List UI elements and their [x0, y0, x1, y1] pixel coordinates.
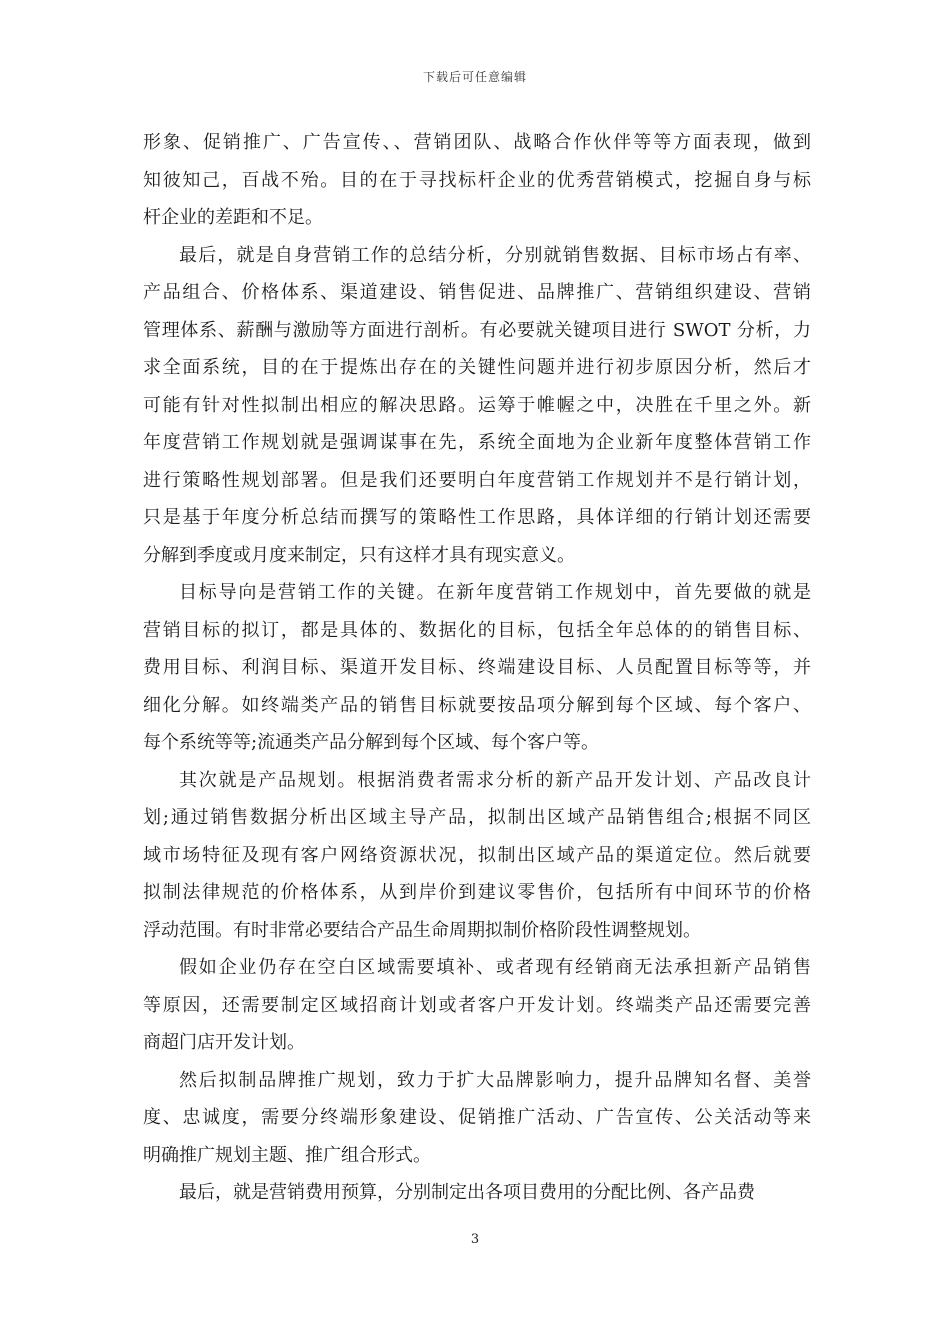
text-line: 产品组合、价格体系、渠道建设、销售促进、品牌推广、营销组织建设、营销	[143, 282, 811, 303]
text-line: 拟制法律规范的价格体系，从到岸价到建议零售价，包括所有中间环节的价格	[143, 882, 811, 903]
text-line: 然后拟制品牌推广规划，致力于扩大品牌影响力，提升品牌知名督、美誉	[179, 1069, 811, 1091]
text-line: 域市场特征及现有客户网络资源状况，拟制出区域产品的渠道定位。然后就要	[143, 844, 811, 866]
text-line: 假如企业仍存在空白区域需要填补、或者现有经销商无法承担新产品销售	[179, 957, 811, 978]
text-line: 细化分解。如终端类产品的销售目标就要按品项分解到每个区域、每个客户、	[143, 694, 811, 716]
text-line: 只是基于年度分析总结而撰写的策略性工作思路，具体详细的行销计划还需要	[143, 507, 811, 528]
text-line: 年度营销工作规划就是强调谋事在先，系统全面地为企业新年度整体营销工作	[143, 432, 811, 453]
text-line: 每个系统等等;流通类产品分解到每个区域、每个客户等。	[143, 732, 600, 753]
text-line: 最后，就是营销费用预算，分别制定出各项目费用的分配比例、各产品费	[179, 1182, 755, 1203]
text-line: 其次就是产品规划。根据消费者需求分析的新产品开发计划、产品改良计	[179, 769, 811, 791]
text-line: 分解到季度或月度来制定，只有这样才具有现实意义。	[143, 544, 575, 566]
text-line: 等原因，还需要制定区域招商计划或者客户开发计划。终端类产品还需要完善	[143, 994, 811, 1016]
page-header: 下载后可任意编辑	[422, 70, 527, 84]
text-line: 知彼知己，百战不殆。目的在于寻找标杆企业的优秀营销模式，挖掘自身与标	[143, 169, 811, 191]
text-line: 划;通过销售数据分析出区域主导产品，拟制出区域产品销售组合;根据不同区	[143, 807, 811, 828]
text-line: 费用目标、利润目标、渠道开发目标、终端建设目标、人员配置目标等等，并	[143, 657, 811, 678]
text-line: 商超门店开发计划。	[143, 1032, 305, 1053]
text-line: 最后，就是自身营销工作的总结分析，分别就销售数据、目标市场占有率、	[179, 244, 811, 266]
text-line: 可能有针对性拟制出相应的解决思路。运筹于帷幄之中，决胜在千里之外。新	[143, 394, 811, 416]
text-line: 明确推广规划主题、推广组合形式。	[143, 1144, 431, 1166]
text-line: 进行策略性规划部署。但是我们还要明白年度营销工作规划并不是行销计划，	[143, 469, 811, 491]
page-number: 3	[470, 1232, 480, 1247]
document-body	[143, 124, 811, 1212]
text-line: 目标导向是营销工作的关键。在新年度营销工作规划中，首先要做的就是	[179, 582, 811, 603]
text-line: 营销目标的拟订，都是具体的、数据化的目标，包括全年总体的的销售目标、	[143, 619, 811, 641]
text-line: 形象、促销推广、广告宣传、、营销团队、战略合作伙伴等等方面表现，做到	[143, 132, 811, 153]
text-line: 浮动范围。有时非常必要结合产品生命周期拟制价格阶段性调整规划。	[143, 919, 701, 941]
text-line: 管理体系、薪酬与激励等方面进行剖析。有必要就关键项目进行 SWOT 分析，力	[143, 319, 811, 341]
text-line: 求全面系统，目的在于提炼出存在的关键性问题并进行初步原因分析，然后才	[143, 357, 811, 378]
text-line: 度、忠诚度，需要分终端形象建设、促销推广活动、广告宣传、公关活动等来	[143, 1107, 811, 1128]
text-line: 杆企业的差距和不足。	[143, 207, 323, 228]
